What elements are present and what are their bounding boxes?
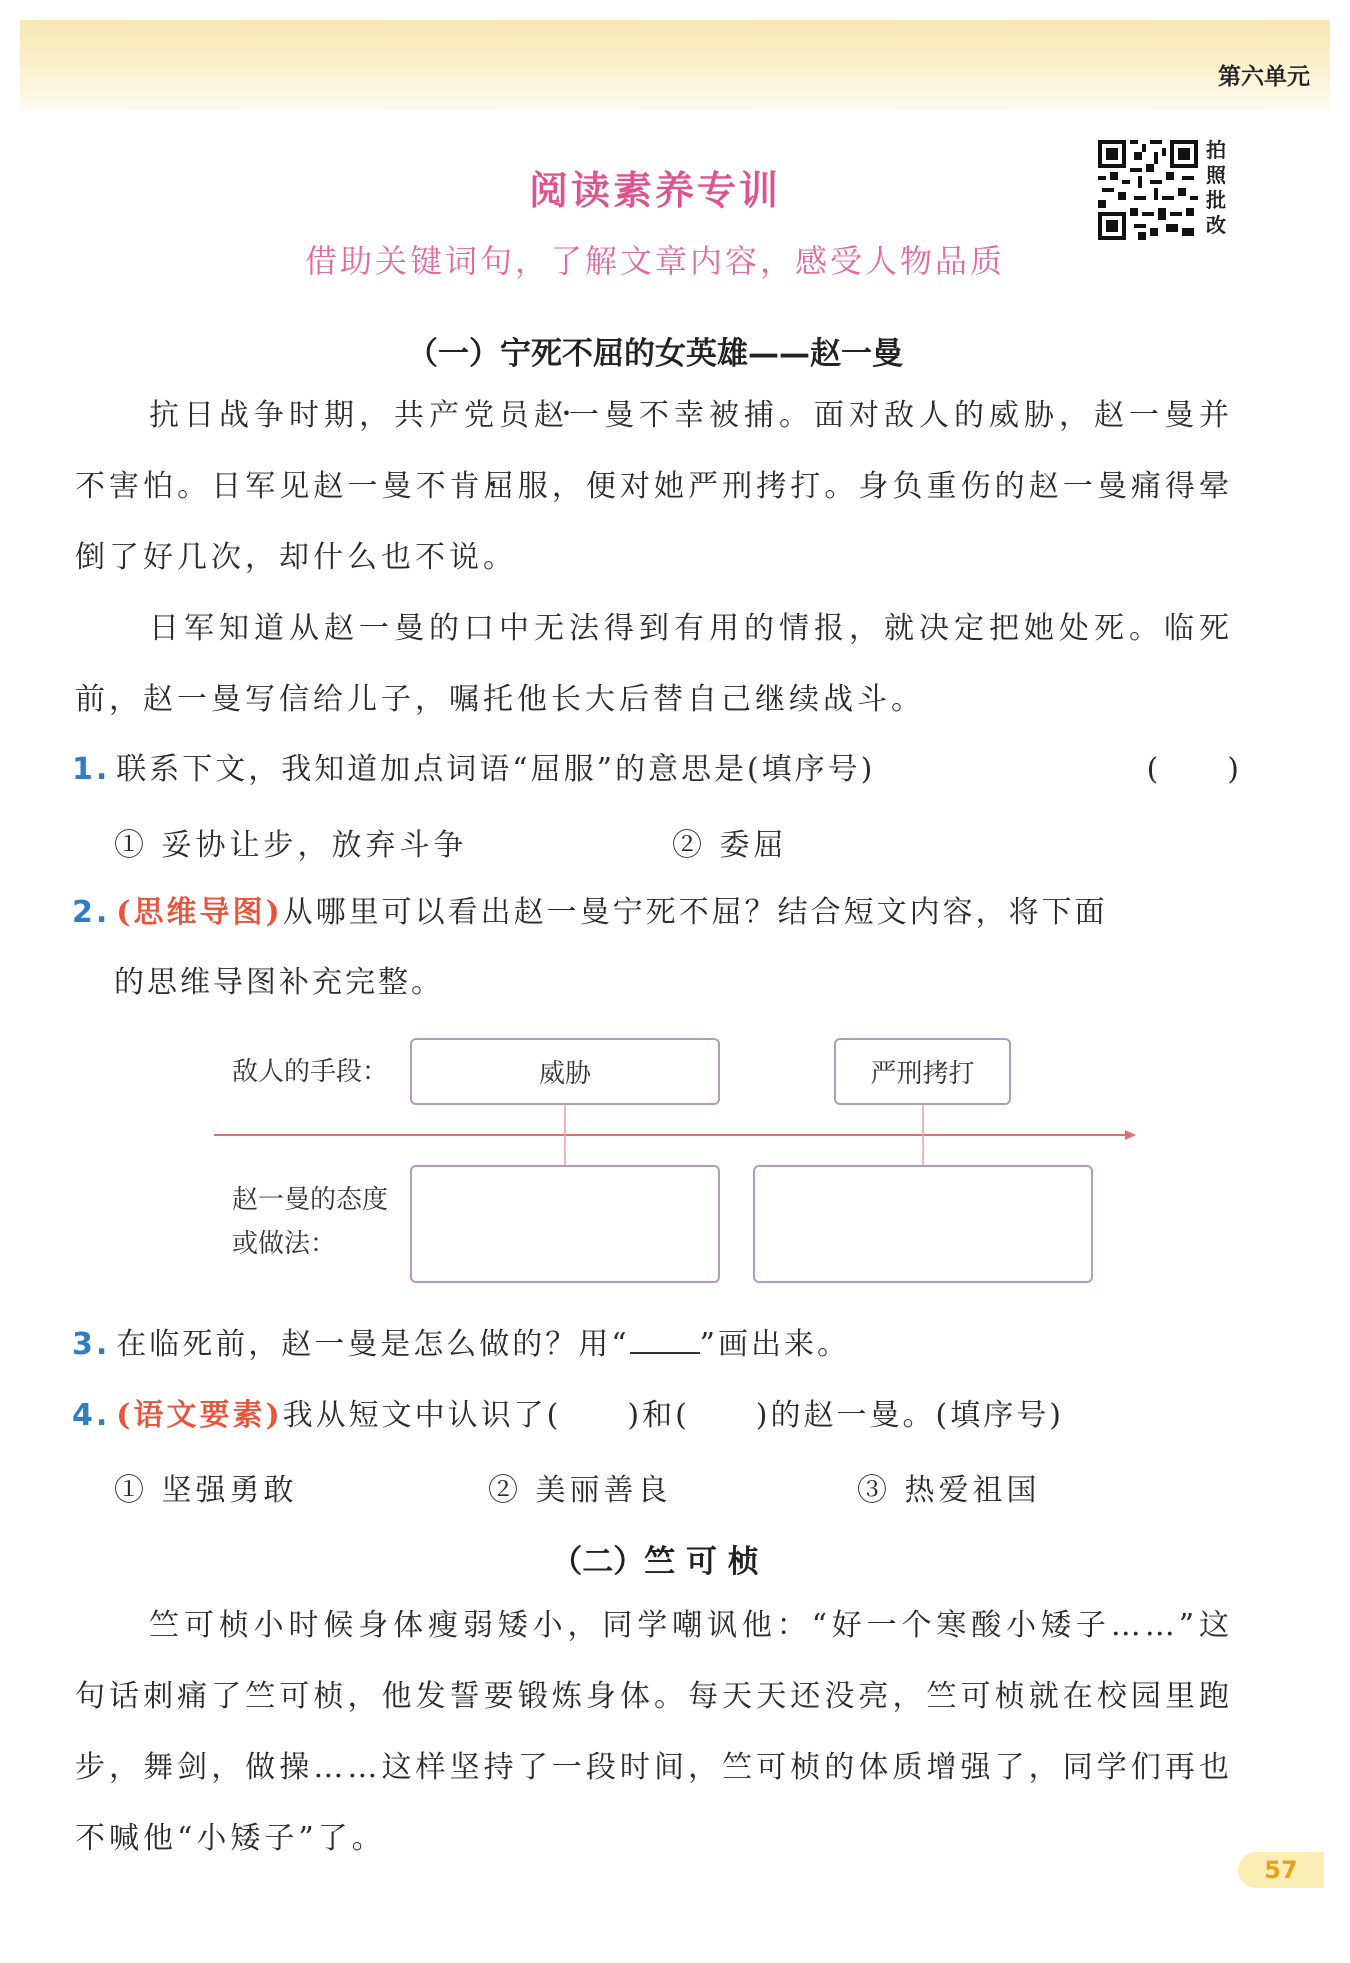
mindmap-label-enemy-means: 敌人的手段： <box>232 1057 389 1087</box>
q1-option-2[interactable]: ② 委屈 <box>672 828 788 863</box>
q1-option-1[interactable]: ① 妥协让步，放弃斗争 <box>114 828 468 863</box>
mindmap-box-torture: 严刑拷打 <box>834 1038 1011 1105</box>
q4-option-2[interactable]: ② 美丽善良 <box>488 1473 672 1508</box>
mindmap-answer-box-1[interactable] <box>410 1165 720 1283</box>
mindmap-label-attitude: 赵一曼的态度 或做法： <box>232 1185 389 1259</box>
mindmap-arrow <box>210 1100 1140 1170</box>
question-1: 1. 联系下文，我知道加点词语“屈服”的意思是(填序号) ( ) <box>72 750 1242 790</box>
answer-blank-q1[interactable]: ( ) <box>1146 752 1242 787</box>
question-3: 3. 在临死前，赵一曼是怎么做的？用“ ”画出来。 <box>72 1327 850 1362</box>
section-1-paragraph-1: 抗日战争时期，共产党员赵一曼不幸被捕。面对敌人的威胁，赵一曼并不害怕。日军见赵一曼不肯屈服 • •，便对她严刑拷打。身负重伤的赵一曼痛得晕倒了好几次，却什么也不说。 <box>75 380 1233 593</box>
question-2: 2. (思维导图)从哪里可以看出赵一曼宁死不屈？结合短文内容，将下面 <box>72 895 1108 930</box>
question-2-line-2: 的思维导图补充完整。 <box>114 965 444 1000</box>
mindmap-box-threat: 威胁 <box>410 1038 720 1105</box>
underline-sample <box>630 1326 700 1354</box>
section-1-title: （一）宁死不屈的女英雄——赵一曼 <box>407 336 903 372</box>
mindmap-answer-box-2[interactable] <box>753 1165 1093 1283</box>
page-title: 阅读素养专训 <box>528 169 781 214</box>
dotted-word: 屈服 • • <box>484 469 552 504</box>
page-subtitle: 借助关键词句，了解文章内容，感受人物品质 <box>304 242 1005 280</box>
tag-mind-map: (思维导图) <box>116 895 283 930</box>
header-band <box>20 20 1330 110</box>
unit-label: 第六单元 <box>1218 64 1310 90</box>
section-2-title: （二）竺 可 桢 <box>551 1544 759 1580</box>
q4-option-3[interactable]: ③ 热爱祖国 <box>857 1473 1041 1508</box>
section-2-paragraph-1: 竺可桢小时候身体瘦弱矮小，同学嘲讽他：“好一个寒酸小矮子……”这句话刺痛了竺可桢，他发誓要锻炼身体。每天天还没亮，竺可桢就在校园里跑步，舞剑，做操……这样坚持了一段时间，竺可桢的体质增强了，同学们再也不喊他“小矮子”了。 <box>75 1608 1233 1856</box>
qr-caption: 拍照批改 <box>1206 138 1226 237</box>
qr-code-icon[interactable] <box>1098 140 1198 240</box>
q4-option-1[interactable]: ① 坚强勇敢 <box>114 1473 298 1508</box>
page-number: 57 <box>1238 1852 1324 1888</box>
tag-language-element: (语文要素) <box>116 1398 283 1433</box>
question-4: 4. (语文要素)我从短文中认识了( )和( )的赵一曼。(填序号) <box>72 1398 1064 1433</box>
section-1-paragraph-2: 日军知道从赵一曼的口中无法得到有用的情报，就决定把她处死。临死前，赵一曼写信给儿子，嘱托他长大后替自己继续战斗。 <box>75 611 1233 717</box>
